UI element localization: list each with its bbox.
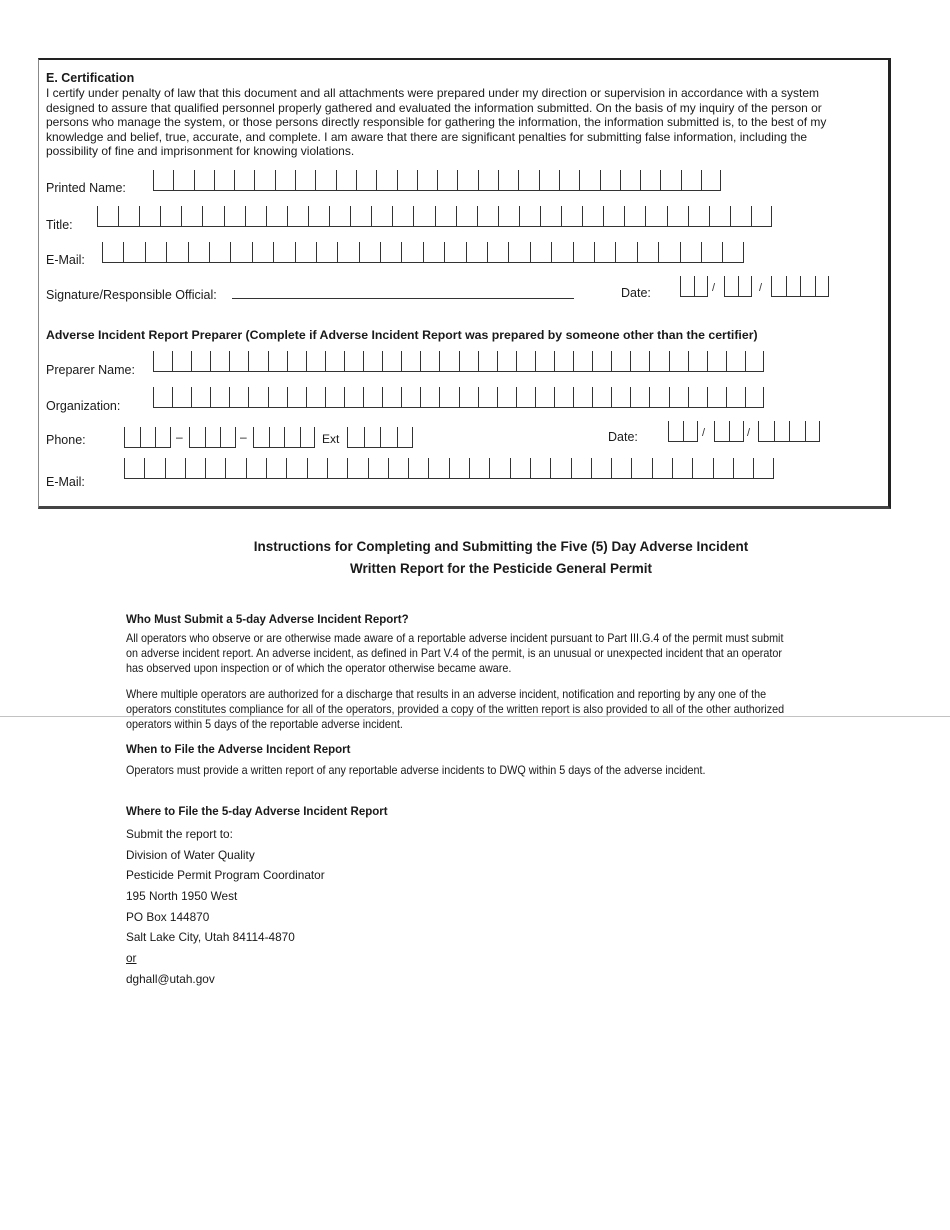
character-box[interactable] bbox=[497, 351, 516, 372]
character-box[interactable] bbox=[449, 458, 469, 479]
character-box[interactable] bbox=[592, 387, 611, 408]
ext-label: Ext bbox=[322, 432, 340, 446]
character-box[interactable] bbox=[325, 351, 344, 372]
date-slash: / bbox=[747, 427, 751, 439]
character-box[interactable] bbox=[518, 170, 538, 191]
phone-extension[interactable] bbox=[347, 427, 413, 449]
preparer-email-field[interactable] bbox=[124, 458, 774, 480]
character-box[interactable] bbox=[611, 387, 630, 408]
phone-dash: – bbox=[240, 430, 247, 444]
character-box[interactable] bbox=[516, 387, 535, 408]
organization-field[interactable] bbox=[153, 387, 764, 409]
character-box[interactable] bbox=[413, 206, 434, 227]
character-box[interactable] bbox=[224, 206, 245, 227]
character-box[interactable] bbox=[611, 458, 631, 479]
preparer-date-day[interactable] bbox=[714, 421, 744, 443]
character-box[interactable] bbox=[153, 170, 173, 191]
certifier-date-month[interactable] bbox=[680, 276, 708, 298]
character-box[interactable] bbox=[392, 206, 413, 227]
character-box[interactable] bbox=[701, 170, 721, 191]
character-box[interactable] bbox=[325, 387, 344, 408]
character-box[interactable] bbox=[139, 206, 160, 227]
character-box[interactable] bbox=[510, 458, 530, 479]
date-slash: / bbox=[702, 427, 706, 439]
character-box[interactable] bbox=[478, 351, 497, 372]
character-box[interactable] bbox=[417, 170, 437, 191]
character-box[interactable] bbox=[382, 351, 401, 372]
character-box[interactable] bbox=[624, 206, 645, 227]
date-slash: / bbox=[712, 282, 716, 294]
certifier-date-year[interactable] bbox=[771, 276, 829, 298]
character-box[interactable] bbox=[191, 387, 210, 408]
character-box[interactable] bbox=[498, 206, 519, 227]
character-box[interactable] bbox=[401, 242, 422, 263]
character-box[interactable] bbox=[428, 458, 448, 479]
character-box[interactable] bbox=[554, 351, 573, 372]
character-box[interactable] bbox=[669, 387, 688, 408]
phone-label: Phone: bbox=[46, 433, 86, 447]
character-box[interactable] bbox=[350, 206, 371, 227]
certifier-email-field[interactable] bbox=[102, 242, 744, 264]
character-box[interactable] bbox=[300, 427, 316, 448]
address-line: 195 North 1950 West bbox=[126, 889, 238, 903]
character-box[interactable] bbox=[210, 351, 229, 372]
organization-label: Organization: bbox=[46, 399, 121, 413]
address-line: Pesticide Permit Program Coordinator bbox=[126, 868, 325, 882]
character-box[interactable] bbox=[645, 206, 666, 227]
character-box[interactable] bbox=[245, 206, 266, 227]
or-text bbox=[126, 951, 137, 965]
character-box[interactable] bbox=[745, 351, 764, 372]
certifier-email-label: E-Mail: bbox=[46, 253, 85, 267]
character-box[interactable] bbox=[248, 387, 267, 408]
when-paragraph: Operators must provide a written report of any reportable adverse incidents to DWQ within 5 days of the adverse incident. bbox=[126, 764, 706, 777]
character-box[interactable] bbox=[683, 421, 698, 442]
character-box[interactable] bbox=[181, 206, 202, 227]
certifier-date-label: Date: bbox=[621, 286, 651, 300]
printed-name-field[interactable] bbox=[153, 170, 721, 192]
phone-prefix[interactable] bbox=[189, 427, 236, 449]
character-box[interactable] bbox=[160, 206, 181, 227]
character-box[interactable] bbox=[347, 458, 367, 479]
character-box[interactable] bbox=[253, 427, 269, 448]
phone-area-code[interactable] bbox=[124, 427, 171, 449]
character-box[interactable] bbox=[498, 170, 518, 191]
character-box[interactable] bbox=[306, 387, 325, 408]
character-box[interactable] bbox=[620, 170, 640, 191]
character-box[interactable] bbox=[478, 170, 498, 191]
character-box[interactable] bbox=[519, 206, 540, 227]
character-box[interactable] bbox=[287, 206, 308, 227]
character-box[interactable] bbox=[371, 206, 392, 227]
character-box[interactable] bbox=[786, 276, 801, 297]
character-box[interactable] bbox=[307, 458, 327, 479]
character-box[interactable] bbox=[815, 276, 830, 297]
character-box[interactable] bbox=[640, 170, 660, 191]
character-box[interactable] bbox=[459, 387, 478, 408]
character-box[interactable] bbox=[268, 351, 287, 372]
character-box[interactable] bbox=[554, 387, 573, 408]
character-box[interactable] bbox=[758, 421, 774, 442]
character-box[interactable] bbox=[688, 387, 707, 408]
character-box[interactable] bbox=[382, 387, 401, 408]
character-box[interactable] bbox=[726, 351, 745, 372]
character-box[interactable] bbox=[688, 351, 707, 372]
character-box[interactable] bbox=[124, 427, 140, 448]
signature-label: Signature/Responsible Official: bbox=[46, 288, 217, 302]
character-box[interactable] bbox=[694, 276, 708, 297]
character-box[interactable] bbox=[209, 242, 230, 263]
character-box[interactable] bbox=[286, 458, 306, 479]
character-box[interactable] bbox=[363, 387, 382, 408]
character-box[interactable] bbox=[337, 242, 358, 263]
character-box[interactable] bbox=[439, 387, 458, 408]
character-box[interactable] bbox=[466, 242, 487, 263]
character-box[interactable] bbox=[800, 276, 815, 297]
character-box[interactable] bbox=[234, 170, 254, 191]
character-box[interactable] bbox=[707, 387, 726, 408]
character-box[interactable] bbox=[205, 458, 225, 479]
character-box[interactable] bbox=[672, 458, 692, 479]
character-box[interactable] bbox=[172, 351, 191, 372]
character-box[interactable] bbox=[579, 170, 599, 191]
character-box[interactable] bbox=[315, 170, 335, 191]
character-box[interactable] bbox=[185, 458, 205, 479]
character-box[interactable] bbox=[789, 421, 805, 442]
character-box[interactable] bbox=[594, 242, 615, 263]
certification-statement: I certify under penalty of law that this document and all attachments were prepared under my direction or supervision in accordance with a system designed to assure that qualified personnel properly gathered and evaluated the information submitted. On the basis of my inquiry of the person or persons who manage the system, or those persons directly responsible for gathering the information, the information submitted is, to the best of my knowledge and belief, true, accurate, and complete. I am aware that there are significant penalties for submitting false information, including the possibility of fine and imprisonment for knowing violations. bbox=[46, 86, 827, 159]
character-box[interactable] bbox=[559, 170, 579, 191]
character-box[interactable] bbox=[457, 170, 477, 191]
character-box[interactable] bbox=[550, 458, 570, 479]
character-box[interactable] bbox=[669, 351, 688, 372]
character-box[interactable] bbox=[477, 206, 498, 227]
address-line: Division of Water Quality bbox=[126, 848, 255, 862]
character-box[interactable] bbox=[730, 206, 751, 227]
character-box[interactable] bbox=[591, 458, 611, 479]
character-box[interactable] bbox=[753, 458, 773, 479]
character-box[interactable] bbox=[437, 170, 457, 191]
character-box[interactable] bbox=[246, 458, 266, 479]
date-slash: / bbox=[759, 282, 763, 294]
preparer-heading: Adverse Incident Report Preparer (Complete if Adverse Incident Report was prepared by someone other than the certifier) bbox=[46, 328, 758, 342]
character-box[interactable] bbox=[592, 351, 611, 372]
character-box[interactable] bbox=[459, 351, 478, 372]
character-box[interactable] bbox=[733, 458, 753, 479]
character-box[interactable] bbox=[423, 242, 444, 263]
character-box[interactable] bbox=[658, 242, 679, 263]
character-box[interactable] bbox=[401, 351, 420, 372]
character-box[interactable] bbox=[497, 387, 516, 408]
character-box[interactable] bbox=[637, 242, 658, 263]
character-box[interactable] bbox=[269, 427, 285, 448]
character-box[interactable] bbox=[273, 242, 294, 263]
character-box[interactable] bbox=[487, 242, 508, 263]
character-box[interactable] bbox=[729, 421, 744, 442]
character-box[interactable] bbox=[153, 351, 172, 372]
character-box[interactable] bbox=[603, 206, 624, 227]
character-box[interactable] bbox=[225, 458, 245, 479]
character-box[interactable] bbox=[401, 387, 420, 408]
character-box[interactable] bbox=[444, 242, 465, 263]
character-box[interactable] bbox=[191, 351, 210, 372]
preparer-name-field[interactable] bbox=[153, 351, 764, 373]
character-box[interactable] bbox=[329, 206, 350, 227]
character-box[interactable] bbox=[380, 427, 397, 448]
character-box[interactable] bbox=[660, 170, 680, 191]
character-box[interactable] bbox=[229, 387, 248, 408]
character-box[interactable] bbox=[287, 387, 306, 408]
character-box[interactable] bbox=[124, 458, 144, 479]
who-paragraph-1: All operators who observe or are otherwise made aware of a reportable adverse incident pursuant to Part III.G.4 of the permit must submit on adverse incident report. An adverse incident, as defined in Part V.4 of the permit, is an unusual or unexpected incident that an operator has observed upon inspection or of which the operator otherwise became aware. bbox=[126, 632, 784, 675]
character-box[interactable] bbox=[722, 242, 743, 263]
certification-title: E. Certification bbox=[46, 71, 135, 85]
character-box[interactable] bbox=[680, 242, 701, 263]
character-box[interactable] bbox=[153, 387, 172, 408]
character-box[interactable] bbox=[165, 458, 185, 479]
preparer-date-month[interactable] bbox=[668, 421, 698, 443]
character-box[interactable] bbox=[630, 351, 649, 372]
character-box[interactable] bbox=[205, 427, 221, 448]
character-box[interactable] bbox=[649, 387, 668, 408]
character-box[interactable] bbox=[469, 458, 489, 479]
character-box[interactable] bbox=[306, 351, 325, 372]
character-box[interactable] bbox=[530, 242, 551, 263]
or-text-underlined: or bbox=[126, 951, 137, 965]
phone-line-number[interactable] bbox=[253, 427, 315, 449]
preparer-date-year[interactable] bbox=[758, 421, 820, 443]
character-box[interactable] bbox=[724, 276, 738, 297]
character-box[interactable] bbox=[210, 387, 229, 408]
character-box[interactable] bbox=[540, 206, 561, 227]
character-box[interactable] bbox=[582, 206, 603, 227]
character-box[interactable] bbox=[435, 206, 456, 227]
character-box[interactable] bbox=[359, 242, 380, 263]
character-box[interactable] bbox=[805, 421, 821, 442]
instructions-title-line1: Instructions for Completing and Submitting the Five (5) Day Adverse Incident bbox=[253, 539, 749, 554]
instructions-title-line2: Written Report for the Pesticide General Permit bbox=[349, 561, 653, 576]
character-box[interactable] bbox=[707, 351, 726, 372]
who-paragraph-2: Where multiple operators are authorized for a discharge that results in an adverse incident, notification and reporting by any one of the operators constitutes compliance for all of the operators, provided a copy of the written report is also provided to all of the other authorized operators within 5 days of the reportable adverse incident. bbox=[126, 688, 785, 731]
character-box[interactable] bbox=[688, 206, 709, 227]
submission-email[interactable]: dghall@utah.gov bbox=[126, 972, 215, 986]
character-box[interactable] bbox=[408, 458, 428, 479]
character-box[interactable] bbox=[266, 206, 287, 227]
character-box[interactable] bbox=[266, 458, 286, 479]
character-box[interactable] bbox=[573, 351, 592, 372]
character-box[interactable] bbox=[202, 206, 223, 227]
character-box[interactable] bbox=[478, 387, 497, 408]
character-box[interactable] bbox=[155, 427, 171, 448]
character-box[interactable] bbox=[284, 427, 300, 448]
address-line: Salt Lake City, Utah 84114-4870 bbox=[126, 930, 295, 944]
character-box[interactable] bbox=[420, 387, 439, 408]
character-box[interactable] bbox=[561, 206, 582, 227]
title-label: Title: bbox=[46, 218, 73, 232]
character-box[interactable] bbox=[571, 458, 591, 479]
character-box[interactable] bbox=[516, 351, 535, 372]
address-line: PO Box 144870 bbox=[126, 910, 210, 924]
character-box[interactable] bbox=[631, 458, 651, 479]
character-box[interactable] bbox=[681, 170, 701, 191]
printed-name-label: Printed Name: bbox=[46, 181, 126, 195]
character-box[interactable] bbox=[714, 421, 729, 442]
signature-line[interactable] bbox=[232, 297, 574, 299]
character-box[interactable] bbox=[508, 242, 529, 263]
character-box[interactable] bbox=[439, 351, 458, 372]
character-box[interactable] bbox=[229, 351, 248, 372]
character-box[interactable] bbox=[97, 206, 118, 227]
where-heading: Where to File the 5-day Adverse Incident Report bbox=[126, 806, 388, 818]
character-box[interactable] bbox=[388, 458, 408, 479]
character-box[interactable] bbox=[166, 242, 187, 263]
who-heading: Who Must Submit a 5-day Adverse Incident Report? bbox=[126, 614, 409, 626]
character-box[interactable] bbox=[295, 242, 316, 263]
character-box[interactable] bbox=[308, 206, 329, 227]
preparer-email-label: E-Mail: bbox=[46, 475, 85, 489]
character-box[interactable] bbox=[344, 351, 363, 372]
character-box[interactable] bbox=[751, 206, 772, 227]
character-box[interactable] bbox=[363, 351, 382, 372]
character-box[interactable] bbox=[220, 427, 236, 448]
character-box[interactable] bbox=[380, 242, 401, 263]
character-box[interactable] bbox=[145, 242, 166, 263]
character-box[interactable] bbox=[188, 242, 209, 263]
character-box[interactable] bbox=[140, 427, 156, 448]
character-box[interactable] bbox=[611, 351, 630, 372]
character-box[interactable] bbox=[530, 458, 550, 479]
character-box[interactable] bbox=[573, 387, 592, 408]
when-heading: When to File the Adverse Incident Report bbox=[126, 744, 351, 756]
character-box[interactable] bbox=[268, 387, 287, 408]
character-box[interactable] bbox=[344, 387, 363, 408]
character-box[interactable] bbox=[649, 351, 668, 372]
character-box[interactable] bbox=[774, 421, 790, 442]
preparer-name-label: Preparer Name: bbox=[46, 363, 135, 377]
character-box[interactable] bbox=[189, 427, 205, 448]
character-box[interactable] bbox=[456, 206, 477, 227]
character-box[interactable] bbox=[336, 170, 356, 191]
character-box[interactable] bbox=[376, 170, 396, 191]
character-box[interactable] bbox=[248, 351, 267, 372]
character-box[interactable] bbox=[172, 387, 191, 408]
character-box[interactable] bbox=[709, 206, 730, 227]
character-box[interactable] bbox=[327, 458, 347, 479]
phone-dash: – bbox=[176, 430, 183, 444]
character-box[interactable] bbox=[692, 458, 712, 479]
character-box[interactable] bbox=[551, 242, 572, 263]
character-box[interactable] bbox=[630, 387, 649, 408]
character-box[interactable] bbox=[194, 170, 214, 191]
character-box[interactable] bbox=[573, 242, 594, 263]
character-box[interactable] bbox=[254, 170, 274, 191]
character-box[interactable] bbox=[680, 276, 694, 297]
character-box[interactable] bbox=[539, 170, 559, 191]
certifier-date-day[interactable] bbox=[724, 276, 752, 298]
character-box[interactable] bbox=[535, 351, 554, 372]
character-box[interactable] bbox=[364, 427, 381, 448]
character-box[interactable] bbox=[102, 242, 123, 263]
character-box[interactable] bbox=[535, 387, 554, 408]
title-field[interactable] bbox=[97, 206, 772, 228]
character-box[interactable] bbox=[745, 387, 764, 408]
character-box[interactable] bbox=[316, 242, 337, 263]
character-box[interactable] bbox=[713, 458, 733, 479]
character-box[interactable] bbox=[214, 170, 234, 191]
character-box[interactable] bbox=[701, 242, 722, 263]
character-box[interactable] bbox=[252, 242, 273, 263]
character-box[interactable] bbox=[173, 170, 193, 191]
character-box[interactable] bbox=[144, 458, 164, 479]
character-box[interactable] bbox=[295, 170, 315, 191]
character-box[interactable] bbox=[397, 170, 417, 191]
character-box[interactable] bbox=[118, 206, 139, 227]
character-box[interactable] bbox=[420, 351, 439, 372]
character-box[interactable] bbox=[600, 170, 620, 191]
character-box[interactable] bbox=[668, 421, 683, 442]
character-box[interactable] bbox=[726, 387, 745, 408]
character-box[interactable] bbox=[667, 206, 688, 227]
character-box[interactable] bbox=[347, 427, 364, 448]
character-box[interactable] bbox=[652, 458, 672, 479]
character-box[interactable] bbox=[615, 242, 636, 263]
character-box[interactable] bbox=[230, 242, 251, 263]
character-box[interactable] bbox=[397, 427, 414, 448]
character-box[interactable] bbox=[489, 458, 509, 479]
character-box[interactable] bbox=[771, 276, 786, 297]
character-box[interactable] bbox=[287, 351, 306, 372]
character-box[interactable] bbox=[356, 170, 376, 191]
character-box[interactable] bbox=[123, 242, 144, 263]
address-line: Submit the report to: bbox=[126, 827, 233, 841]
character-box[interactable] bbox=[275, 170, 295, 191]
preparer-date-label: Date: bbox=[608, 430, 638, 444]
character-box[interactable] bbox=[738, 276, 752, 297]
character-box[interactable] bbox=[368, 458, 388, 479]
